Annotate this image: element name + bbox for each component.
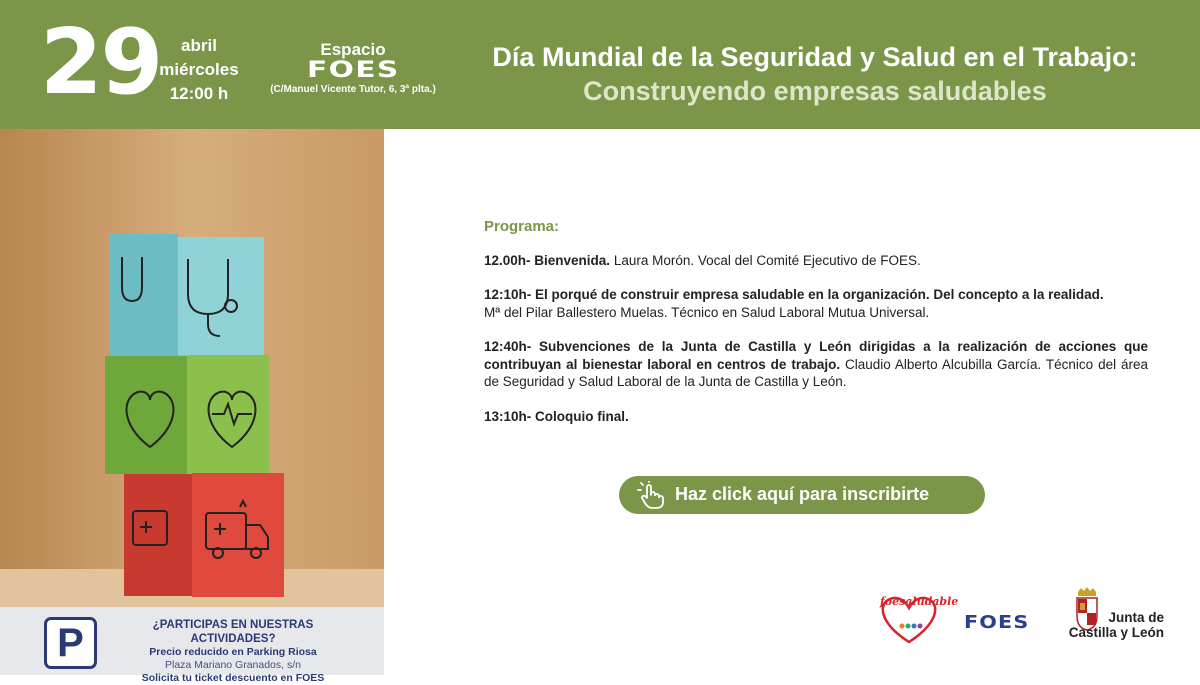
venue-block bbox=[258, 40, 448, 95]
program-item bbox=[484, 286, 1148, 321]
foes-logo: FOES bbox=[964, 612, 1030, 633]
event-date-details bbox=[155, 34, 243, 106]
event-weekday: miércoles bbox=[159, 60, 239, 79]
parking-ticket-note: Solicita tu ticket descuento en FOES bbox=[141, 672, 325, 684]
foesaludable-text: foesaludable bbox=[880, 595, 959, 608]
parking-icon: P bbox=[44, 617, 97, 669]
program-item-text: Mª del Pilar Ballestero Muelas. Técnico en Salud Laboral Mutua Universal. bbox=[484, 304, 930, 320]
program-heading: Programa: bbox=[484, 218, 560, 235]
program-item bbox=[484, 338, 1148, 391]
foesaludable-logo bbox=[876, 592, 959, 646]
program-item-text: Laura Morón. Vocal del Comité Ejecutivo de FOES. bbox=[610, 252, 921, 268]
cube-green bbox=[105, 355, 269, 475]
parking-offer: Precio reducido en Parking Riosa bbox=[149, 646, 317, 658]
cubes-illustration bbox=[0, 129, 384, 607]
venue-address: (C/Manuel Vicente Tutor, 6, 3ª plta.) bbox=[270, 84, 436, 95]
venue-label: Espacio bbox=[320, 40, 386, 59]
parking-address: Plaza Mariano Granados, s/n bbox=[165, 659, 301, 671]
parking-question: ¿PARTICIPAS EN NUESTRAS ACTIVIDADES? bbox=[152, 619, 314, 645]
program-item-text: Claudio Alberto Alcubilla García. Técnico del área de Seguridad y Salud Laboral de la Junta de Castilla y León. bbox=[484, 356, 1149, 389]
venue-brand-logo: FOES bbox=[306, 58, 400, 83]
program-item-title: 13:10h- Coloquio final. bbox=[484, 408, 629, 424]
header-banner bbox=[0, 0, 1200, 129]
event-month: abril bbox=[181, 36, 217, 55]
junta-name-line2: Castilla y León bbox=[1068, 625, 1164, 640]
program-item-title: 12:40h- Subvenciones de la Junta de Castilla y León dirigidas a la realización de acciones que contribuyan al bienestar laboral en centros de trabajo. bbox=[484, 339, 1148, 372]
program-item bbox=[484, 252, 1148, 270]
cubes-photo bbox=[0, 129, 384, 607]
junta-castilla-leon-logo bbox=[1068, 586, 1168, 646]
hand-click-icon bbox=[637, 481, 667, 509]
event-day: 29 bbox=[40, 10, 162, 115]
register-button-label: Haz click aquí para inscribirte bbox=[675, 484, 930, 504]
event-subtitle: Construyendo empresas saludables bbox=[583, 76, 1047, 106]
event-time: 12:00 h bbox=[169, 84, 229, 103]
junta-name bbox=[1068, 610, 1164, 640]
cube-red bbox=[124, 473, 284, 597]
program-item-title: 12.00h- Bienvenida. bbox=[484, 252, 611, 268]
junta-name-line1: Junta de bbox=[1108, 610, 1164, 625]
program-section bbox=[484, 218, 1148, 442]
program-item-title: 12:10h- El porqué de construir empresa saludable en la organización. Del concepto a la realidad. bbox=[484, 287, 1104, 302]
register-button[interactable] bbox=[619, 476, 985, 514]
cube-blue bbox=[110, 234, 264, 356]
event-title: Día Mundial de la Seguridad y Salud en el Trabajo: bbox=[492, 42, 1138, 72]
program-item bbox=[484, 408, 1148, 426]
